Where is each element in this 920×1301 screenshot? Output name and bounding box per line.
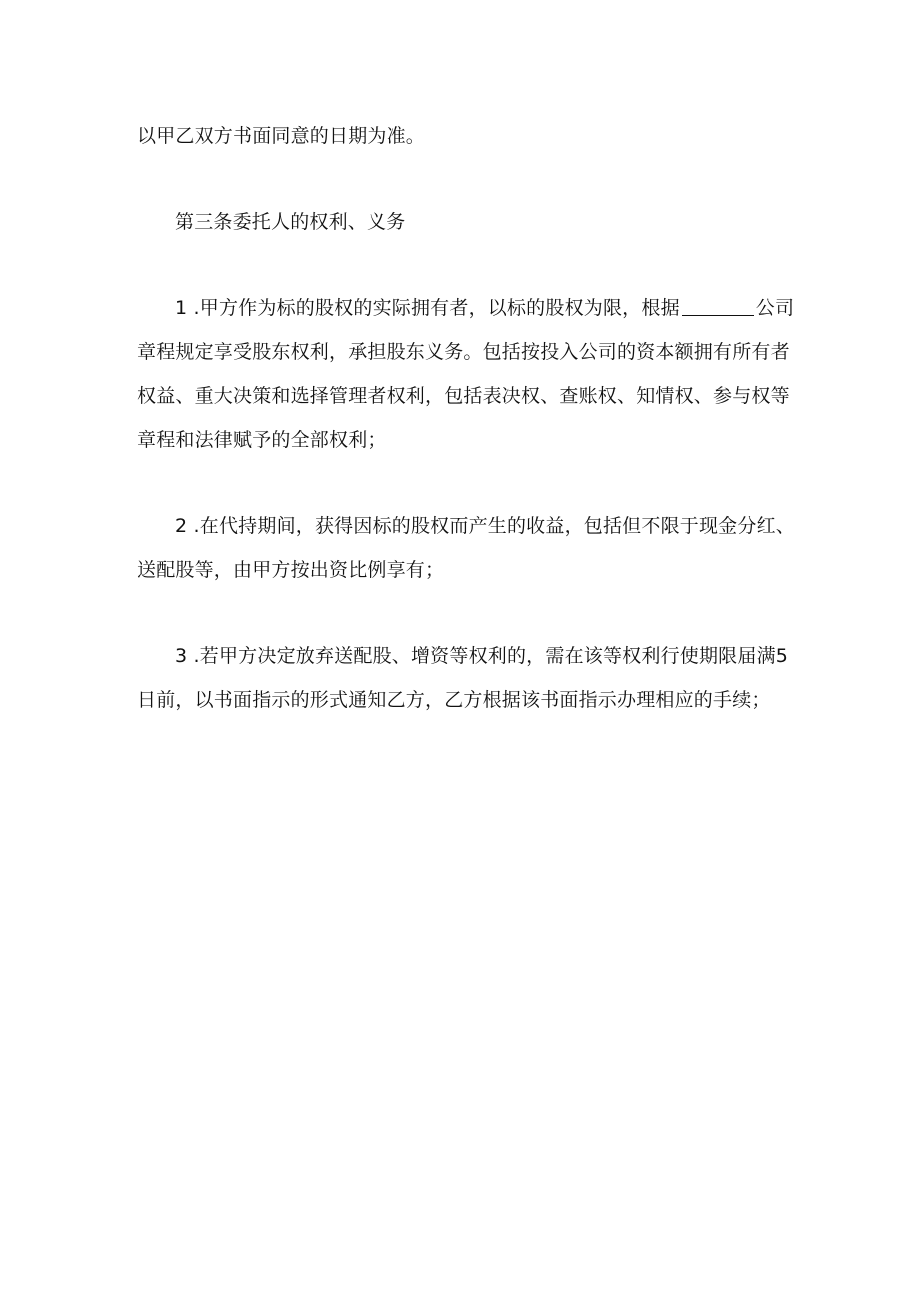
- list-item-number: 1: [175, 297, 188, 319]
- list-item-text-part2: 公司章程规定享受股东权利，承担股东义务。包括按投入公司的资本额拥有所有者权益、重大决策和选择管理者权利，包括表决权、查账权、知情权、参与权等章程和法律赋予的全部权利；: [137, 297, 795, 451]
- list-item-1: [137, 286, 797, 462]
- list-item-text: .若甲方决定放弃送配股、增资等权利的，需在该等权利行使期限届满5日前，以书面指示的形式通知乙方，乙方根据该书面指示办理相应的手续；: [137, 645, 789, 711]
- document-body: [137, 114, 797, 722]
- list-item-text: .在代持期间，获得因标的股权而产生的收益，包括但不限于现金分红、送配股等，由甲方按出资比例享有；: [137, 515, 795, 581]
- blank-field[interactable]: [682, 295, 754, 316]
- list-item-3: [137, 634, 797, 722]
- article-heading-text: 第三条委托人的权利、义务: [175, 211, 406, 233]
- list-item-number: 3: [175, 645, 188, 667]
- article-heading: [137, 200, 797, 244]
- list-item-2: [137, 504, 797, 592]
- paragraph-continuation: [137, 114, 797, 158]
- list-item-text-part1: .甲方作为标的股权的实际拥有者，以标的股权为限，根据: [187, 297, 680, 319]
- list-item-number: 2: [175, 515, 188, 537]
- paragraph-continuation-text: 以甲乙双方书面同意的日期为准。: [137, 125, 426, 147]
